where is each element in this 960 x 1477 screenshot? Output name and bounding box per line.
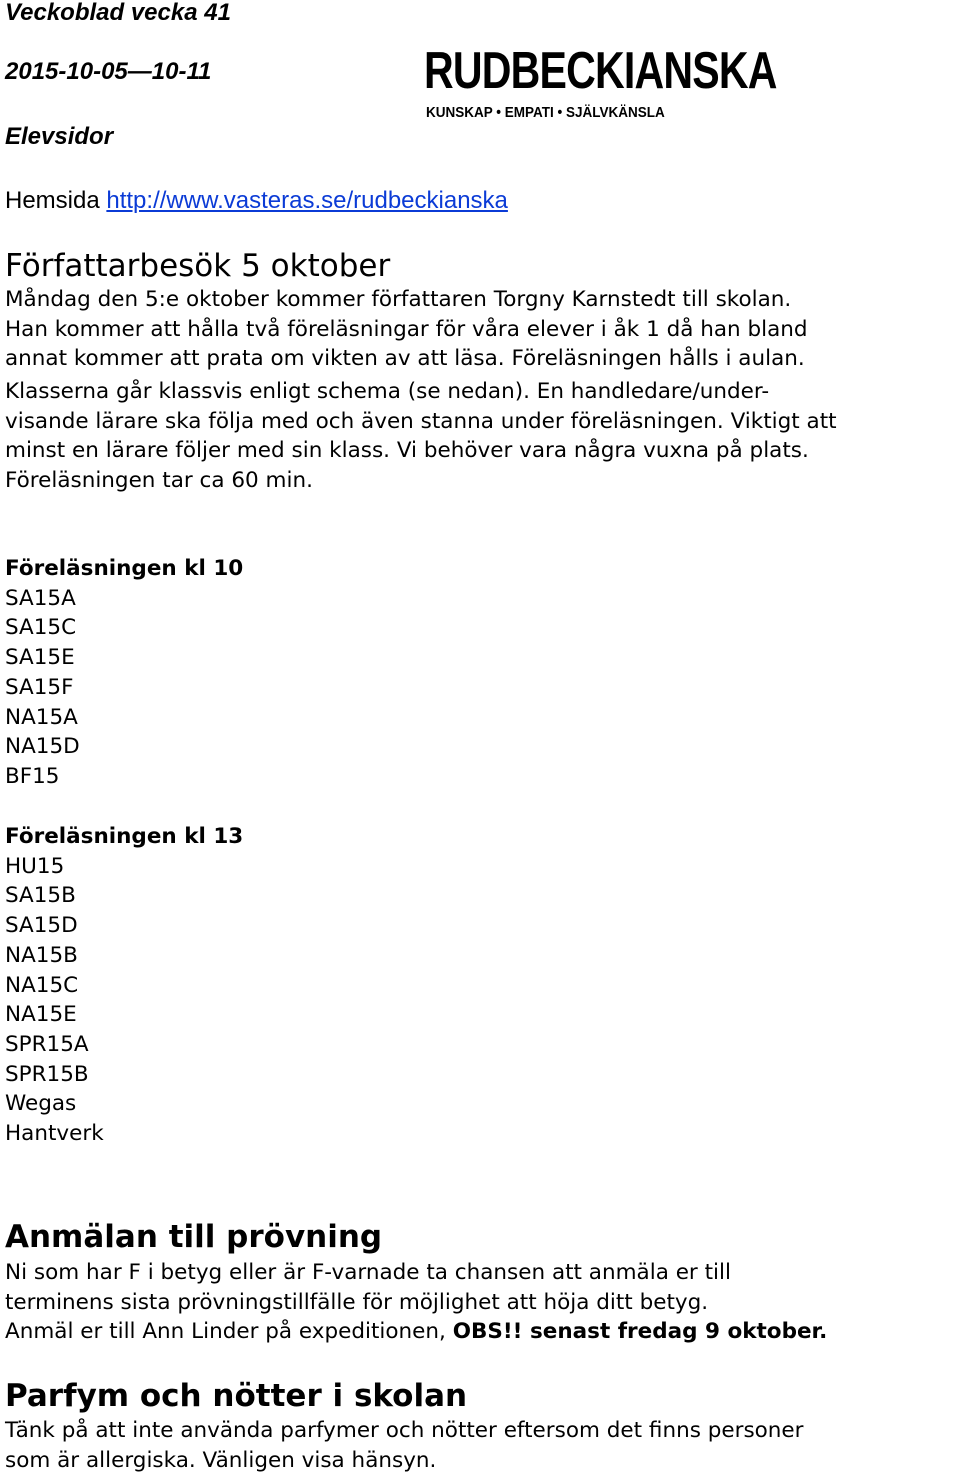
class-item: SA15E [5, 645, 75, 671]
text-line: Han kommer att hålla två föreläsningar för våra elever i åk 1 då han bland [5, 316, 808, 342]
logo-wordmark: RUDBECKIANSKA [424, 42, 777, 100]
website-row [5, 186, 508, 216]
text-line: annat kommer att prata om vikten av att läsa. Föreläsningen hålls i aulan. [5, 346, 805, 372]
text-line: Föreläsningen tar ca 60 min. [5, 468, 313, 494]
text-line: Måndag den 5:e oktober kommer författaren Torgny Karnstedt till skolan. [5, 287, 792, 312]
session-13-list [5, 822, 243, 1149]
perfume-paragraph [5, 1416, 804, 1475]
class-item: SA15D [5, 913, 78, 939]
class-item: SA15F [5, 674, 74, 700]
session-10-list [5, 554, 243, 792]
session-10-heading: Föreläsningen kl 10 [5, 556, 244, 581]
school-logo [424, 42, 777, 126]
author-visit-paragraph-1 [5, 285, 808, 374]
perfume-heading: Parfym och nötter i skolan [5, 1378, 468, 1414]
text-line: visande lärare ska följa med och även stanna under föreläsningen. Viktigt att [5, 408, 837, 434]
text-line: Tänk på att inte använda parfymer och nötter eftersom det finns personer [5, 1418, 804, 1443]
author-visit-heading: Författarbesök 5 oktober [5, 248, 391, 284]
class-item: Hantverk [5, 1121, 104, 1147]
class-item: NA15B [5, 942, 78, 968]
class-item: NA15A [5, 704, 78, 730]
section-label: Elevsidor [5, 123, 114, 150]
class-item: NA15E [5, 1002, 77, 1028]
class-item: HU15 [5, 853, 65, 879]
website-label: Hemsida [5, 187, 100, 214]
exam-paragraph [5, 1258, 827, 1347]
text-line: som är allergiska. Vänligen visa hänsyn. [5, 1447, 437, 1473]
author-visit-paragraph-2 [5, 377, 837, 496]
class-item: NA15D [5, 734, 80, 760]
class-item: SA15A [5, 585, 76, 611]
logo-tagline: KUNSKAP • EMPATI • SJÄLVKÄNSLA [426, 104, 665, 121]
class-item: Wegas [5, 1091, 77, 1117]
class-item: SA15C [5, 615, 77, 641]
text-line: Ni som har F i betyg eller är F-varnade ta chansen att anmäla er till [5, 1260, 731, 1285]
text-line: Klasserna går klassvis enligt schema (se nedan). En handledare/under- [5, 379, 770, 404]
exam-heading: Anmälan till prövning [5, 1219, 383, 1255]
date-range: 2015-10-05—10-11 [5, 58, 212, 85]
exam-deadline: OBS!! senast fredag 9 oktober. [452, 1319, 828, 1345]
website-link[interactable]: http://www.vasteras.se/rudbeckianska [106, 187, 508, 214]
class-item: SPR15A [5, 1031, 89, 1057]
text-line: terminens sista prövningstillfälle för möjlighet att höja ditt betyg. [5, 1289, 709, 1315]
session-13-heading: Föreläsningen kl 13 [5, 824, 244, 849]
class-item: SA15B [5, 883, 76, 909]
text-line: minst en lärare följer med sin klass. Vi behöver vara några vuxna på plats. [5, 438, 809, 464]
class-item: SPR15B [5, 1061, 89, 1087]
newsletter-title: Veckoblad vecka 41 [5, 0, 231, 26]
class-item: BF15 [5, 763, 60, 789]
text-line: Anmäl er till Ann Linder på expeditionen, [5, 1319, 453, 1345]
class-item: NA15C [5, 972, 79, 998]
